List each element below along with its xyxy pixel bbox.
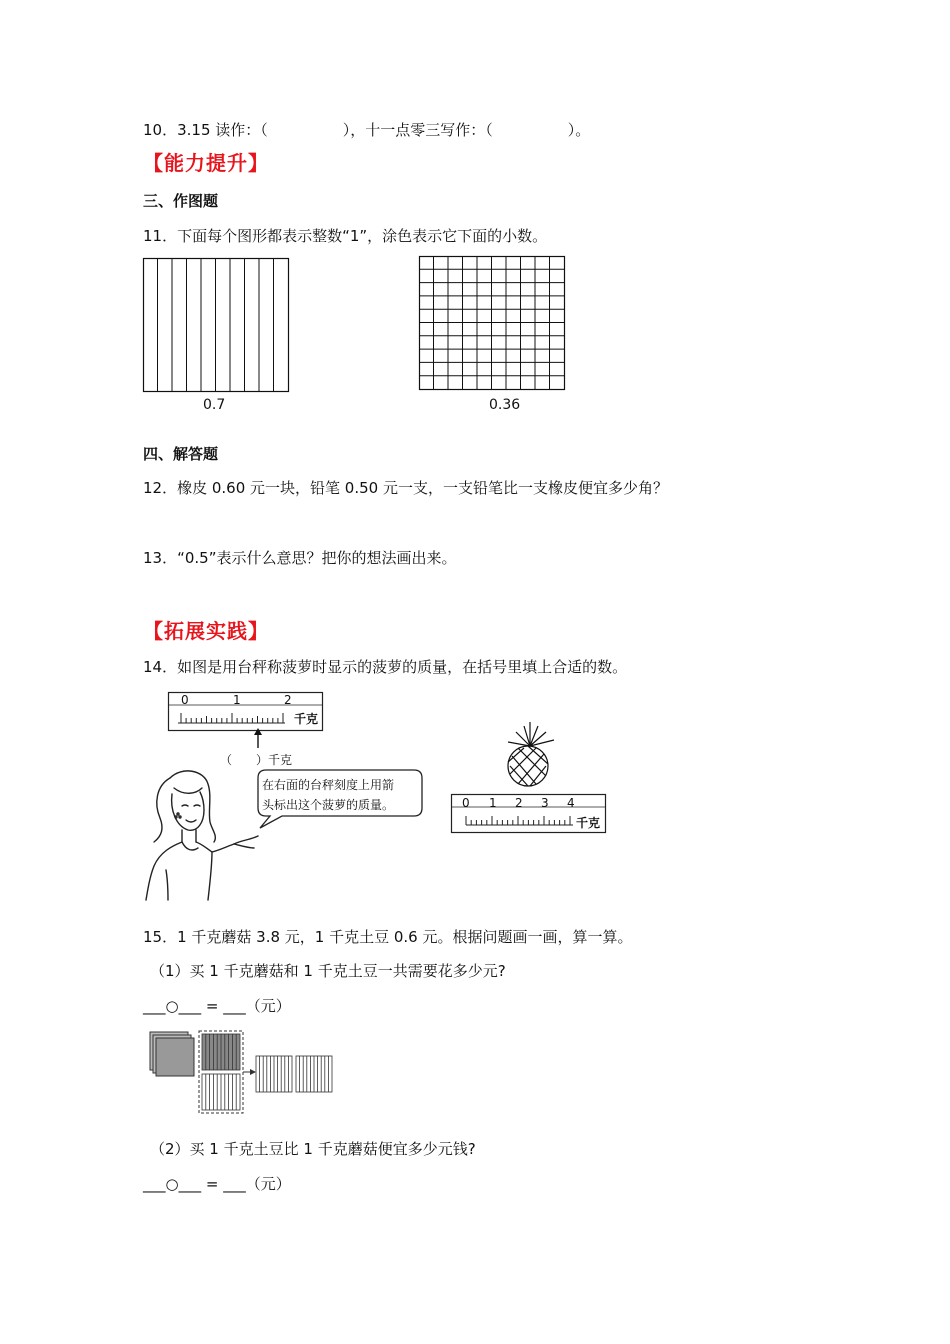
question-10: 10．3.15 读作：（ ），十一点零三写作：（ ）。: [143, 121, 591, 139]
scale-right-tick-2: 2: [515, 796, 523, 810]
section-heading-answer: 四、解答题: [143, 445, 219, 463]
question-13: 13．“0.5”表示什么意思？把你的想法画出来。: [143, 549, 457, 567]
section-title-ability: 【能力提升】: [143, 151, 269, 175]
scale-arrow-icon: [252, 728, 264, 748]
question-14: 14．如图是用台秤称菠萝时显示的菠萝的质量，在括号里填上合适的数。: [143, 658, 628, 676]
scale-right-tick-4: 4: [567, 796, 575, 810]
figure-label-right: 0.36: [489, 397, 521, 413]
scale-top-unit: 千克: [294, 712, 319, 726]
formula-blank-2[interactable]: ___○___ = ___（元）: [143, 1175, 291, 1193]
scale-right-tick-3: 3: [541, 796, 549, 810]
scale-top-tick-2: 2: [284, 693, 292, 707]
decimal-blocks-diagram: [148, 1030, 338, 1114]
answer-blank-kg[interactable]: （ ）千克: [220, 753, 293, 767]
question-15-part-1: （1）买 1 千克蘑菇和 1 千克土豆一共需要花多少元?: [150, 962, 506, 980]
scale-right-tick-1: 1: [489, 796, 497, 810]
question-11: 11．下面每个图形都表示整数“1”，涂色表示它下面的小数。: [143, 227, 548, 245]
figure-label-left: 0.7: [203, 397, 226, 413]
speech-line-1: 在右面的台秤刻度上用箭: [262, 778, 395, 792]
speech-line-2: 头标出这个菠萝的质量。: [262, 798, 395, 812]
ten-strip-figure[interactable]: [143, 258, 289, 392]
section-heading-drawing: 三、作图题: [143, 192, 219, 210]
girl-illustration: [142, 770, 260, 900]
section-title-expand: 【拓展实践】: [143, 619, 269, 643]
formula-blank-1[interactable]: ___○___ = ___（元）: [143, 997, 291, 1015]
hundred-grid-figure[interactable]: [419, 256, 565, 390]
question-15: 15．1 千克蘑菇 3.8 元，1 千克土豆 0.6 元。根据问题画一画，算一算。: [143, 928, 633, 946]
scale-right-unit: 千克: [576, 816, 601, 830]
scale-top-tick-1: 1: [233, 693, 241, 707]
scale-right-tick-0: 0: [462, 796, 470, 810]
scale-top-tick-0: 0: [181, 693, 189, 707]
pineapple-icon: [498, 722, 562, 788]
question-12: 12．橡皮 0.60 元一块，铅笔 0.50 元一支，一支铅笔比一支橡皮便宜多少角？: [143, 479, 668, 497]
question-15-part-2: （2）买 1 千克土豆比 1 千克蘑菇便宜多少元钱?: [150, 1140, 476, 1158]
